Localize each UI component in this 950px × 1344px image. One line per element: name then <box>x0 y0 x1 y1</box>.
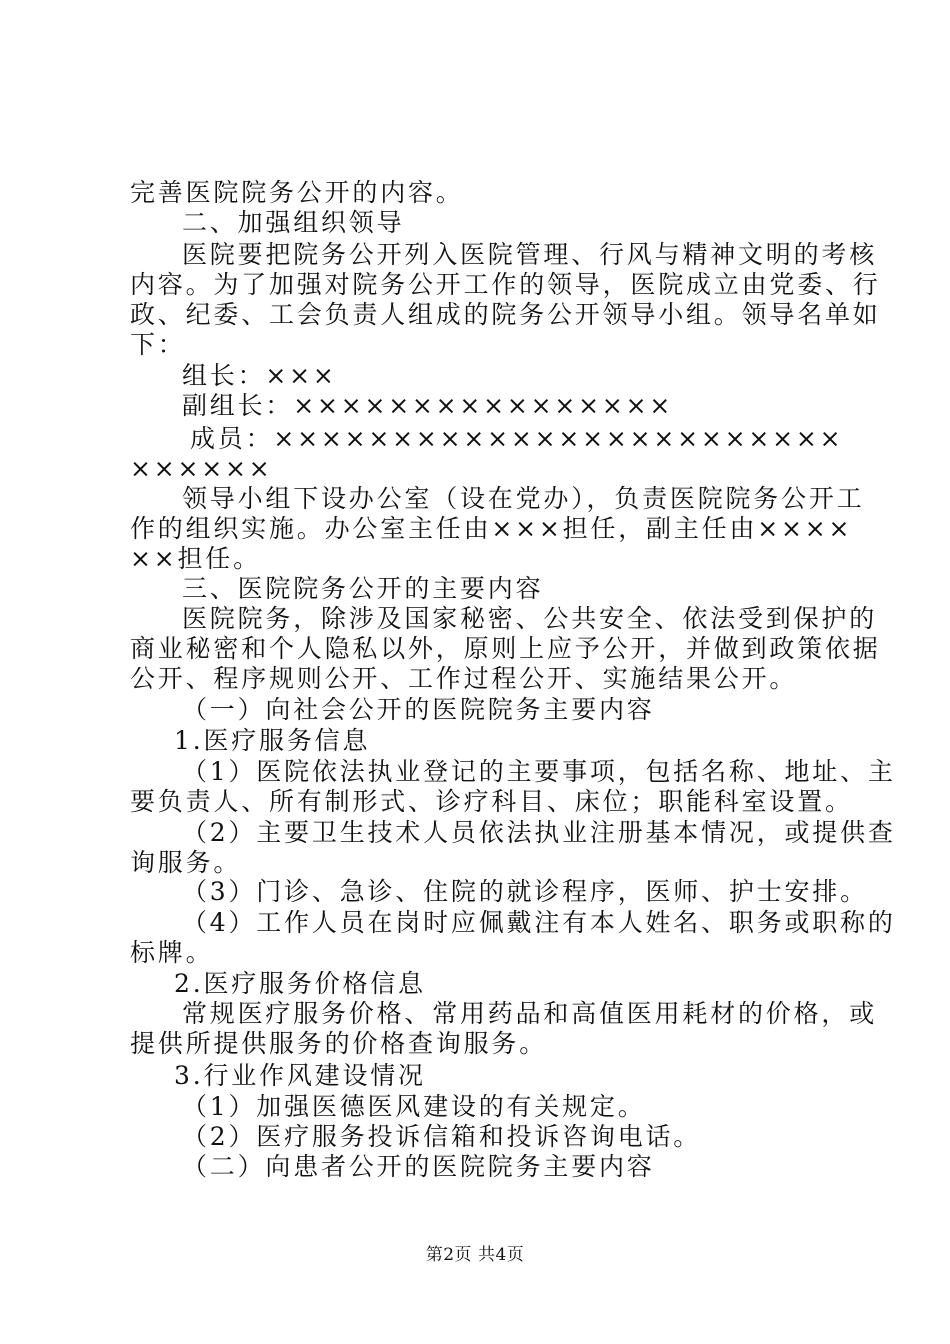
text-line: 成员：×××××××××××××××××××××××× <box>190 424 844 453</box>
text-line: 商业秘密和个人隐私以外，原则上应予公开，并做到政策依据 <box>130 634 881 663</box>
text-line: （1）医院依法执业登记的主要事项，包括名称、地址、主 <box>182 757 896 786</box>
subsection-heading: （一）向社会公开的医院院务主要内容 <box>182 695 655 724</box>
text-line: 作的组织实施。办公室主任由×××担任，副主任由×××× <box>130 514 853 543</box>
text-line: 组长：××× <box>182 361 337 390</box>
text-line: 领导小组下设办公室（设在党办），负责医院院务公开工 <box>182 484 865 513</box>
section-heading: 三、医院院务公开的主要内容 <box>182 574 544 603</box>
text-line: （3）门诊、急诊、住院的就诊程序，医师、护士安排。 <box>182 877 868 906</box>
text-line: 标牌。 <box>130 938 214 967</box>
section-heading: 二、加强组织领导 <box>182 208 405 237</box>
text-line: 完善医院院务公开的内容。 <box>130 178 464 207</box>
subsection-heading: 3.行业作风建设情况 <box>174 1061 426 1090</box>
text-line: 提供所提供服务的价格查询服务。 <box>130 1029 548 1058</box>
text-line: （1）加强医德医风建设的有关规定。 <box>182 1092 646 1121</box>
text-line: 要负责人、所有制形式、诊疗科目、床位；职能科室设置。 <box>130 787 853 816</box>
text-line: 医院院务，除涉及国家秘密、公共安全、依法受到保护的 <box>182 604 878 633</box>
text-line: ×××××× <box>130 454 273 483</box>
text-line: 医院要把院务公开列入医院管理、行风与精神文明的考核 <box>182 240 878 269</box>
subsection-heading: 2.医疗服务价格信息 <box>174 969 426 998</box>
text-line: （2）主要卫生技术人员依法执业注册基本情况，或提供查 <box>182 818 896 847</box>
text-line: （2）医疗服务投诉信箱和投诉咨询电话。 <box>182 1122 702 1151</box>
text-line: 政、纪委、工会负责人组成的院务公开领导小组。领导名单如 <box>130 300 881 329</box>
page-footer: 第2页 共4页 <box>425 1245 525 1265</box>
subsection-heading: （二）向患者公开的医院院务主要内容 <box>182 1152 655 1181</box>
subsection-heading: 1.医疗服务信息 <box>174 726 371 755</box>
text-line: 询服务。 <box>130 848 242 877</box>
text-line: （4）工作人员在岗时应佩戴注有本人姓名、职务或职称的 <box>182 908 896 937</box>
text-line: 公开、程序规则公开、工作过程公开、实施结果公开。 <box>130 664 798 693</box>
text-line: 常规医疗服务价格、常用药品和高值医用耗材的价格，或 <box>182 999 878 1028</box>
text-line: 下： <box>130 330 186 359</box>
text-line: ××担任。 <box>130 544 261 573</box>
text-line: 副组长：×××××××××××××××× <box>182 391 674 420</box>
text-line: 内容。为了加强对院务公开工作的领导，医院成立由党委、行 <box>130 270 881 299</box>
